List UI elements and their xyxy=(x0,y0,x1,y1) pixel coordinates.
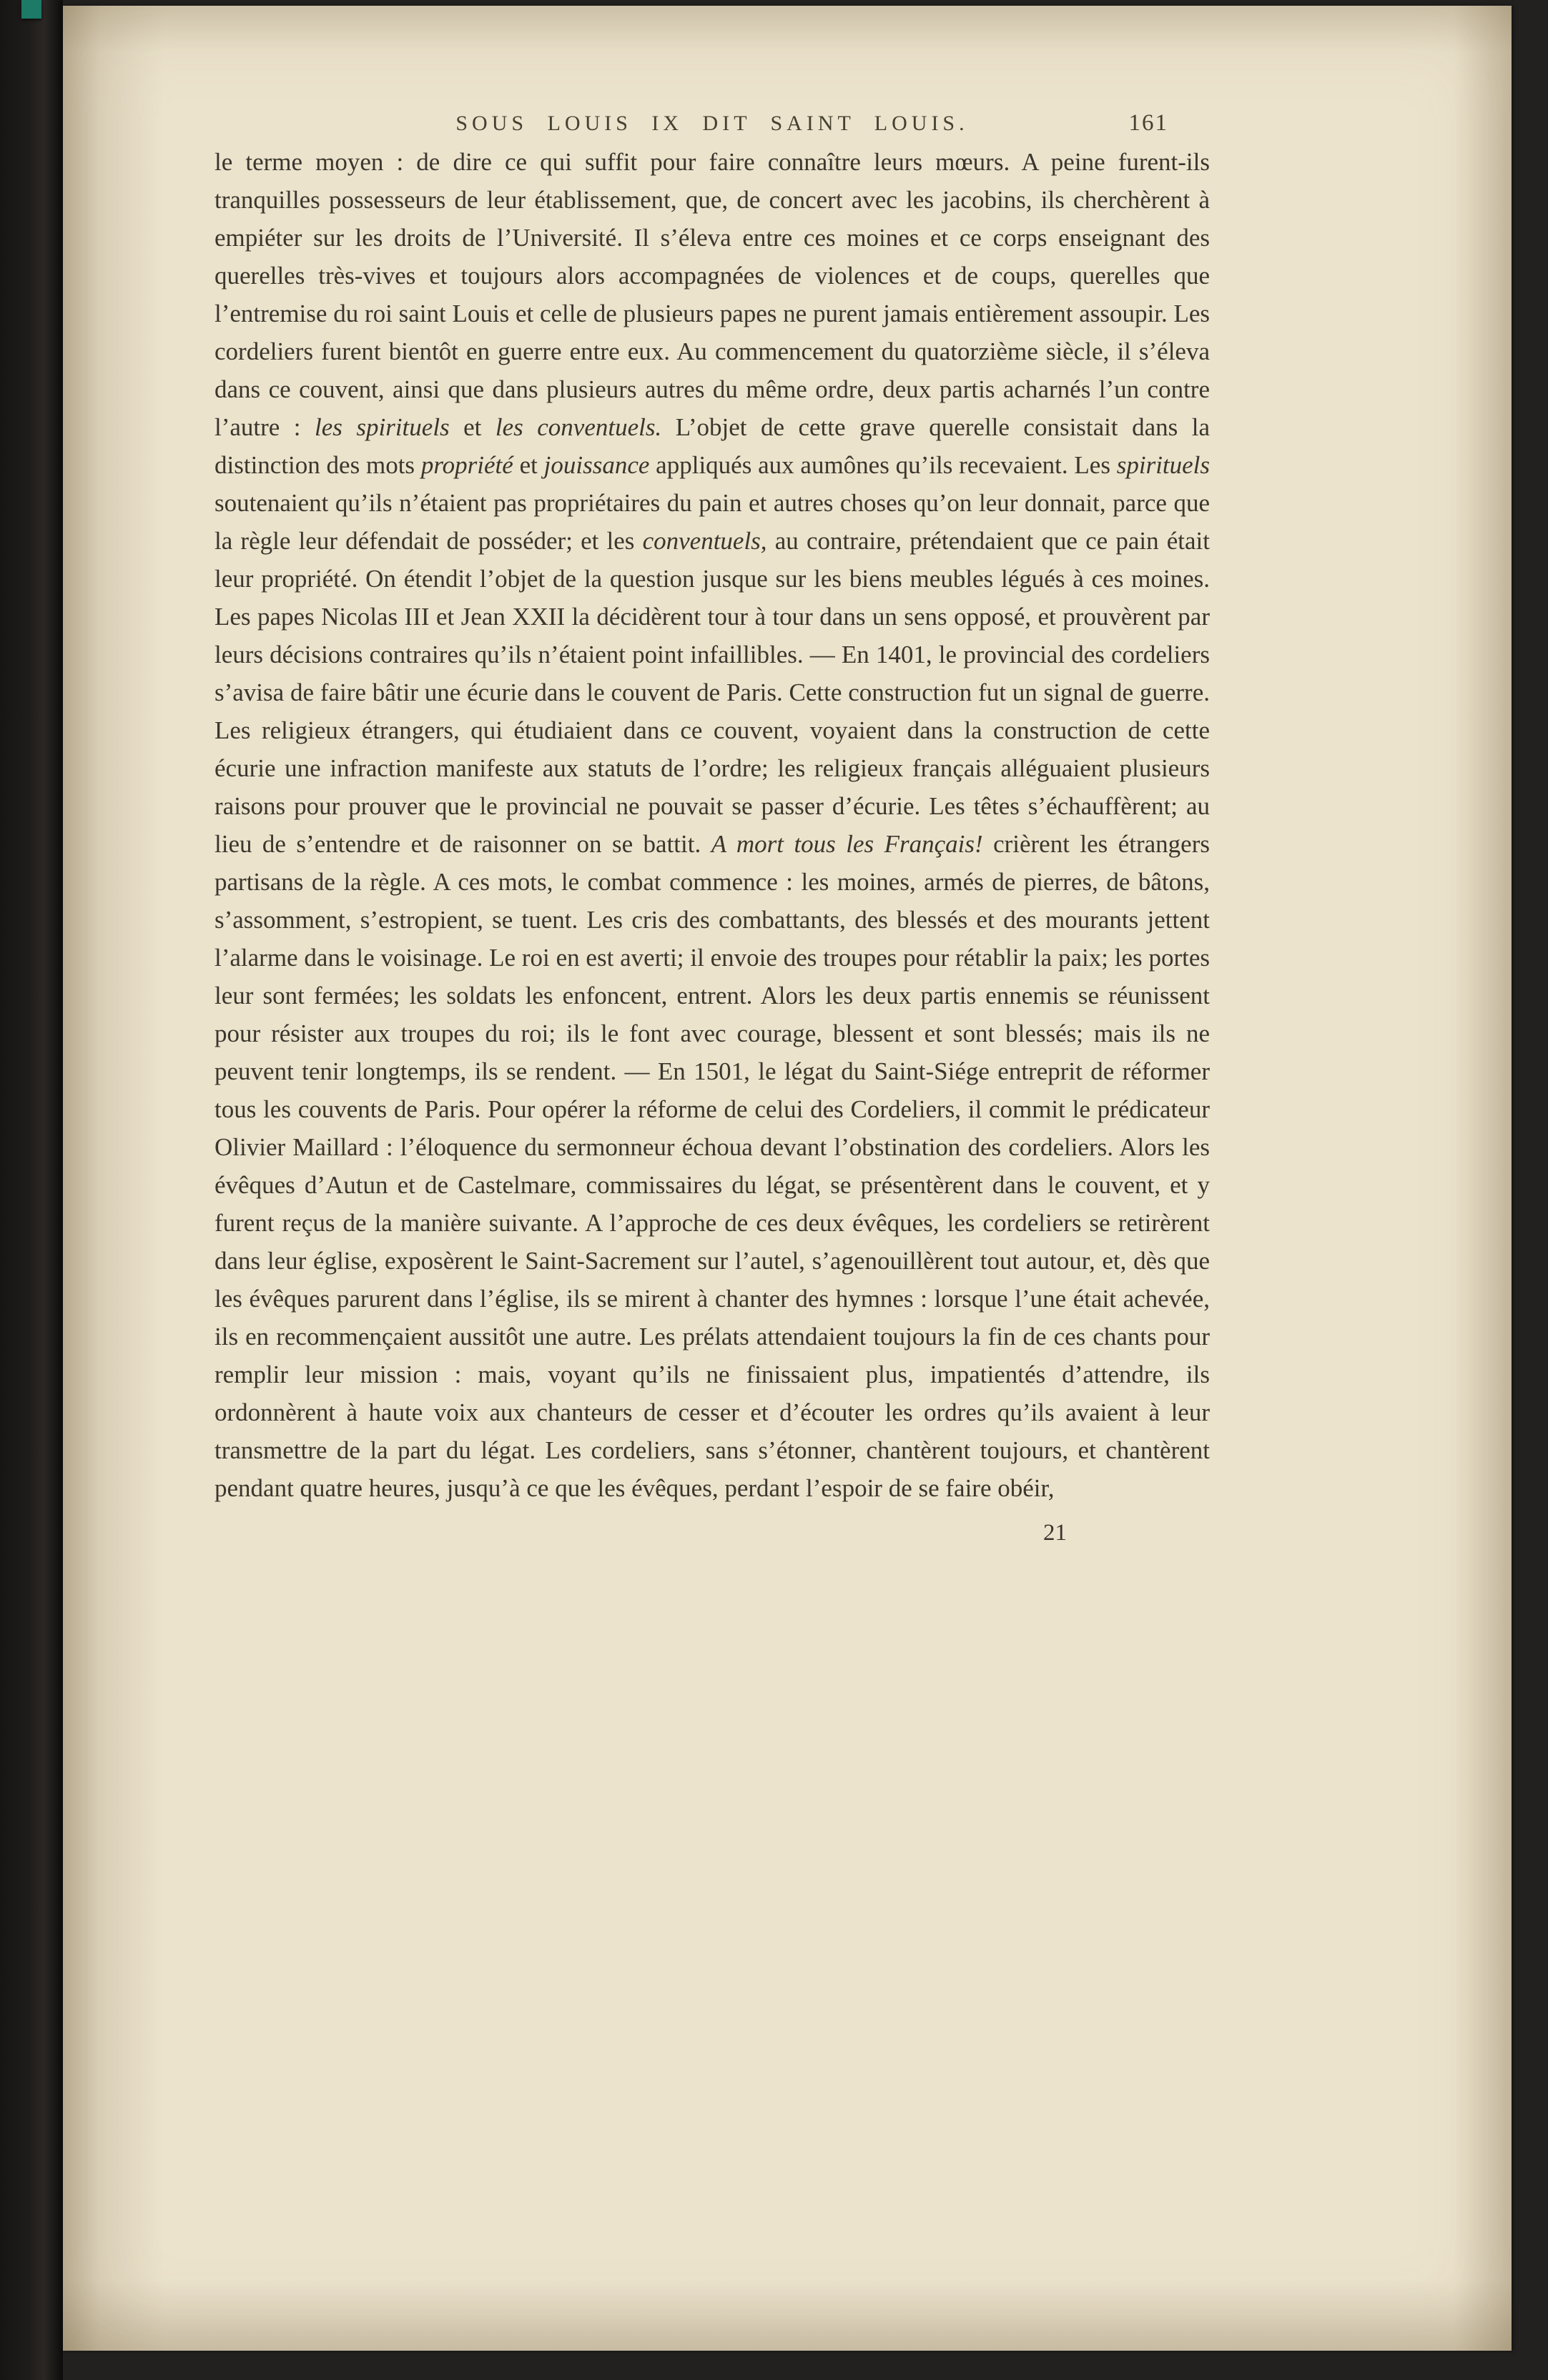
text-run: L’objet de cette grave querelle consistait dans la distinction des mots xyxy=(215,413,1210,479)
text-run: et xyxy=(449,413,496,441)
book-spine xyxy=(0,0,63,2380)
text-run: au contraire, prétendaient que ce pain était leur propriété. On étendit l’objet de la question jusque sur les biens meubles légués à ces moines. Les papes Nicolas III et Jean XXII la décidèrent tour à tour dans un sens opposé, et prouvèrent par leurs décisions contraires qu’ils n’étaient point infaillibles. — En 1401, le provincial des cordeliers s’avisa de faire bâtir une écurie dans le couvent de Paris. Cette construction fut un signal de guerre. Les religieux étrangers, qui étudiaient dans ce couvent, voyaient dans la construction de cette écurie une infraction manifeste aux statuts de l’ordre; les religieux français alléguaient plusieurs raisons pour prouver que le provincial ne pouvait se passer d’écurie. Les têtes s’échauffèrent; au lieu de s’entendre et de raisonner on se battit. xyxy=(215,527,1210,858)
text-run: les spirituels xyxy=(315,413,450,441)
text-run: le terme moyen : de dire ce qui suffit pour faire connaître leurs mœurs. A peine furent-ils tranquilles possesseurs de leur établissement, que, de concert avec les jacobins, ils cherchèrent à empiéter sur les droits de l’Université. Il s’éleva entre ces moines et ce corps enseignant des querelles très-vives et toujours alors accompagnées de violences et de coups, querelles que l’entremise du roi saint Louis et celle de plusieurs papes ne purent jamais entièrement assoupir. Les cordeliers furent bientôt en guerre entre eux. Au commencement du quatorzième siècle, il s’éleva dans ce couvent, ainsi que dans plusieurs autres du même ordre, deux partis acharnés l’un contre l’autre : xyxy=(215,148,1210,441)
body-text xyxy=(215,143,1210,1507)
text-run: et xyxy=(513,451,544,479)
text-run: A mort tous les Français! xyxy=(711,830,983,858)
body-text-block xyxy=(215,143,1210,1552)
book-page xyxy=(63,6,1512,2351)
text-run: jouissance xyxy=(543,451,650,479)
running-header-title: SOUS LOUIS IX DIT SAINT LOUIS. xyxy=(455,112,969,135)
text-run: les conventuels. xyxy=(495,413,662,441)
text-run: spirituels xyxy=(1116,451,1211,479)
bookmark-ribbon xyxy=(21,0,41,19)
running-header xyxy=(215,112,1210,143)
signature-mark: 21 xyxy=(1043,1520,1067,1546)
text-run: soutenaient qu’ils n’étaient pas propriétaires du pain et autres choses qu’on leur donnait, parce que la règle leur défendait de posséder; et les xyxy=(215,489,1210,555)
text-run: conventuels, xyxy=(642,527,767,555)
folio-page-number: 161 xyxy=(1128,110,1168,136)
text-run: crièrent les étrangers partisans de la règle. A ces mots, le combat commence : les moines, armés de pierres, de bâtons, s’assomment, s’estropient, se tuent. Les cris des combattants, des blessés et des mourants jettent l’alarme dans le voisinage. Le roi en est averti; il envoie des troupes pour rétablir la paix; les portes leur sont fermées; les soldats les enfoncent, entrent. Alors les deux partis ennemis se réunissent pour résister aux troupes du roi; ils le font avec courage, blessent et sont blessés; mais ils ne peuvent tenir longtemps, ils se rendent. — En 1501, le légat du Saint-Siége entreprit de réformer tous les couvents de Paris. Pour opérer la réforme de celui des Cordeliers, il commit le prédicateur Olivier Maillard : l’éloquence du sermonneur échoua devant l’obstination des cordeliers. Alors les évêques d’Autun et de Castelmare, commissaires du légat, se présentèrent dans le couvent, et y furent reçus de la manière suivante. A l’approche de ces deux évêques, les cordeliers se retirèrent dans leur église, exposèrent le Saint-Sacrement sur l’autel, s’agenouillèrent tout autour, et, dès que les évêques parurent dans l’église, ils se mirent à chanter des hymnes : lorsque l’une était achevée, ils en recommençaient aussitôt une autre. Les prélats attendaient toujours la fin de ces chants pour remplir leur mission : mais, voyant qu’ils ne finissaient plus, impatientés d’attendre, ils ordonnèrent à haute voix aux chanteurs de cesser et d’écouter les ordres qu’ils avaient à leur transmettre de la part du légat. Les cordeliers, sans s’étonner, chantèrent toujours, et chantèrent pendant quatre heures, jusqu’à ce que les évêques, perdant l’espoir de se faire obéir, xyxy=(215,830,1210,1502)
text-run: appliqués aux aumônes qu’ils recevaient. Les xyxy=(649,451,1117,479)
text-run: propriété xyxy=(420,451,513,479)
